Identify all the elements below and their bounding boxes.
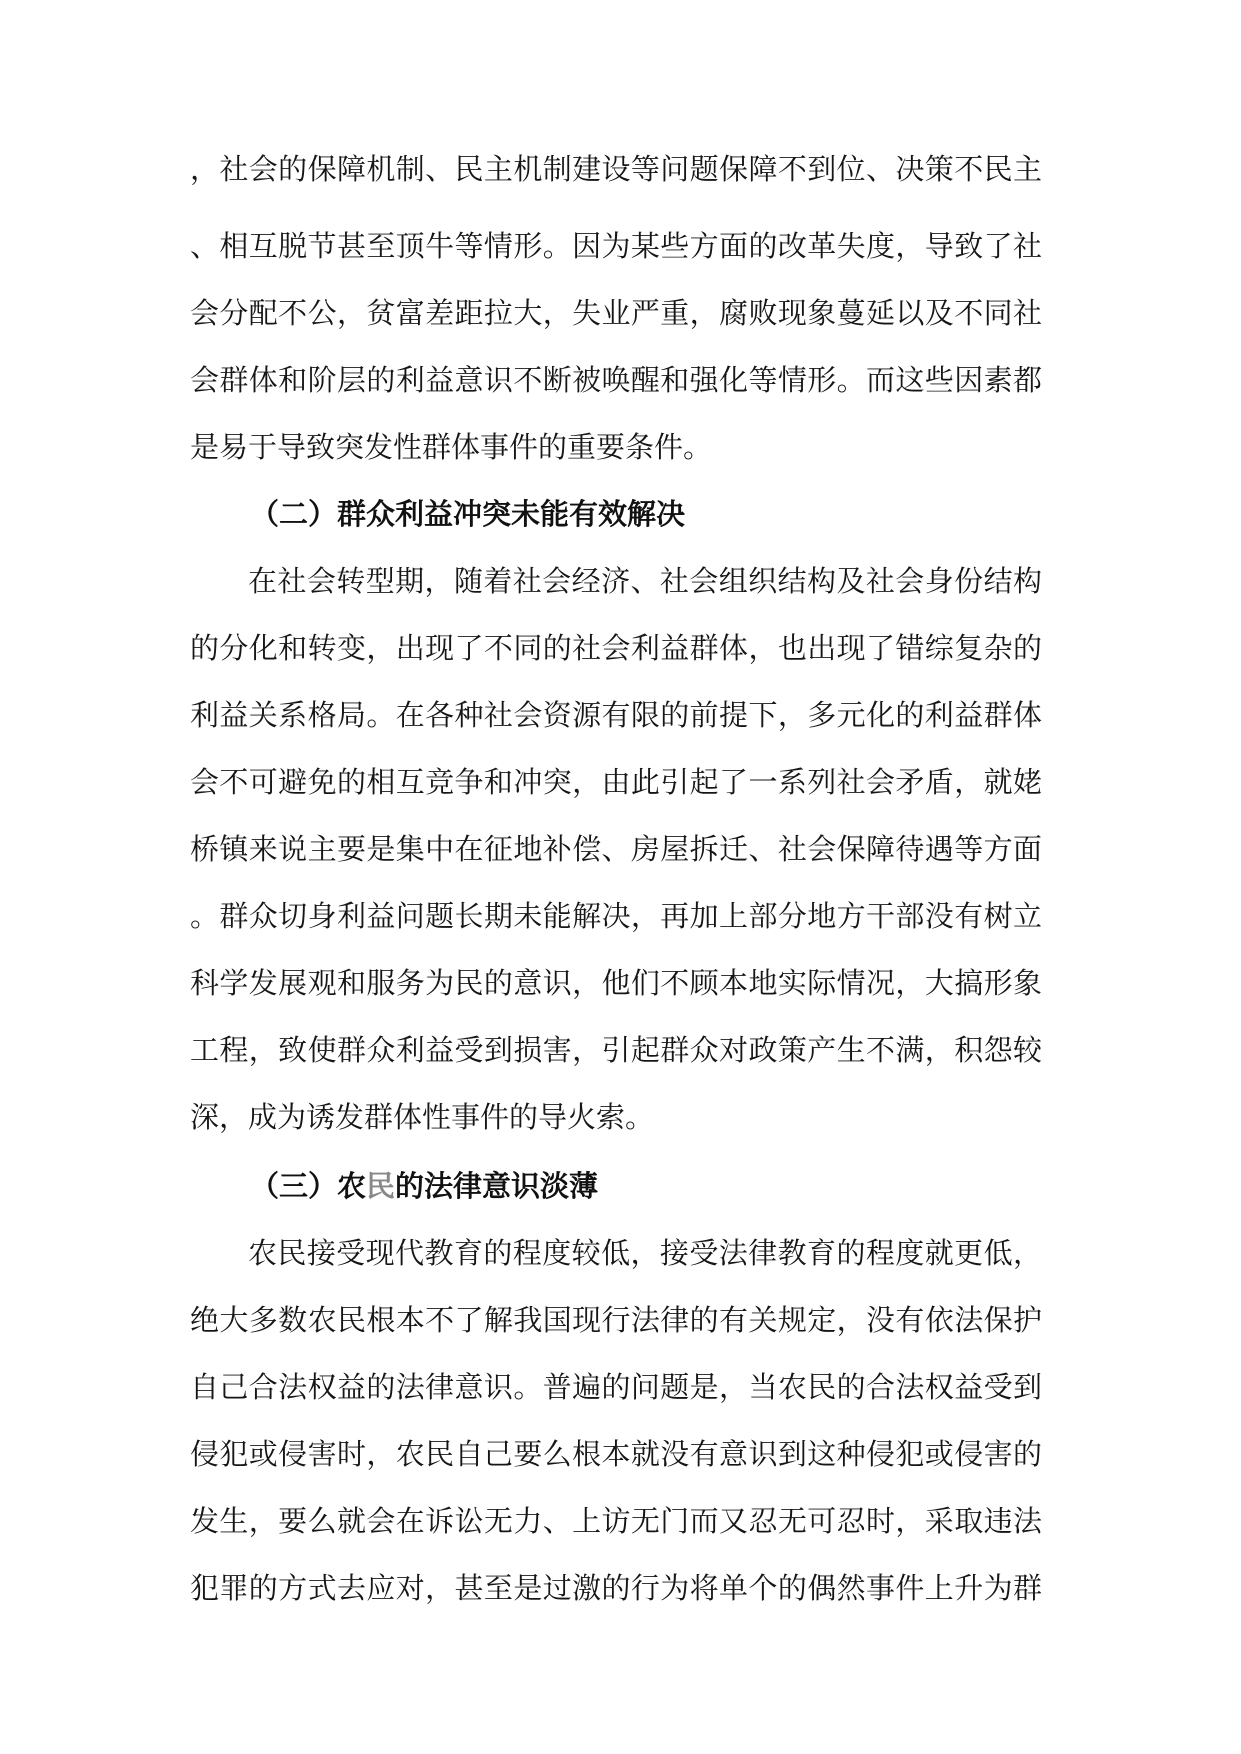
- section-heading-3: [250, 1160, 598, 1212]
- paragraph-2-line-9: 深，成为诱发群体性事件的导火索。: [190, 1100, 655, 1134]
- paragraph-3-line-4: 侵犯或侵害时，农民自己要么根本就没有意识到这种侵犯或侵害的: [190, 1437, 1042, 1471]
- paragraph-1-line-5: 是易于导致突发性群体事件的重要条件。: [190, 430, 713, 464]
- paragraph-2-line-3: 利益关系格局。在各种社会资源有限的前提下，多元化的利益群体: [190, 698, 1042, 732]
- paragraph-2-line-4: 会不可避免的相互竞争和冲突，由此引起了一系列社会矛盾，就姥: [190, 765, 1042, 799]
- section-heading-3-prefix: （三）农: [250, 1169, 367, 1203]
- paragraph-1-line-1: ，社会的保障机制、民主机制建设等问题保障不到位、决策不民主: [190, 152, 1042, 186]
- paragraph-2-line-8: 工程，致使群众利益受到损害，引起群众对政策产生不满，积怨较: [190, 1033, 1042, 1067]
- paragraph-2-line-2: 的分化和转变，出现了不同的社会利益群体，也出现了错综复杂的: [190, 631, 1042, 665]
- paragraph-3-line-3: 自己合法权益的法律意识。普遍的问题是，当农民的合法权益受到: [190, 1370, 1042, 1404]
- paragraph-3-line-5: 发生，要么就会在诉讼无力、上访无门而又忍无可忍时，采取违法: [190, 1504, 1042, 1538]
- paragraph-3-line-1: 农民接受现代教育的程度较低，接受法律教育的程度就更低，: [248, 1236, 1042, 1270]
- paragraph-2-line-1: 在社会转型期，随着社会经济、社会组织结构及社会身份结构: [248, 564, 1042, 598]
- paragraph-2-line-5: 桥镇来说主要是集中在征地补偿、房屋拆迁、社会保障待遇等方面: [190, 832, 1042, 866]
- paragraph-1-line-3: 会分配不公，贫富差距拉大，失业严重，腐败现象蔓延以及不同社: [190, 296, 1042, 330]
- paragraph-1-line-4: 会群体和阶层的利益意识不断被唤醒和强化等情形。而这些因素都: [190, 363, 1042, 397]
- paragraph-3-line-6: 犯罪的方式去应对，甚至是过激的行为将单个的偶然事件上升为群: [190, 1571, 1042, 1605]
- section-heading-3-faint-char: 民: [366, 1169, 396, 1203]
- paragraph-1-line-2: 、相互脱节甚至顶牛等情形。因为某些方面的改革失度，导致了社: [190, 229, 1042, 263]
- section-heading-3-suffix: 的法律意识淡薄: [395, 1169, 599, 1203]
- section-heading-2: （二）群众利益冲突未能有效解决: [250, 497, 686, 531]
- paragraph-2-line-7: 科学发展观和服务为民的意识，他们不顾本地实际情况，大搞形象: [190, 966, 1042, 1000]
- paragraph-2-line-6: 。群众切身利益问题长期未能解决，再加上部分地方干部没有树立: [190, 899, 1042, 933]
- paragraph-3-line-2: 绝大多数农民根本不了解我国现行法律的有关规定，没有依法保护: [190, 1303, 1042, 1337]
